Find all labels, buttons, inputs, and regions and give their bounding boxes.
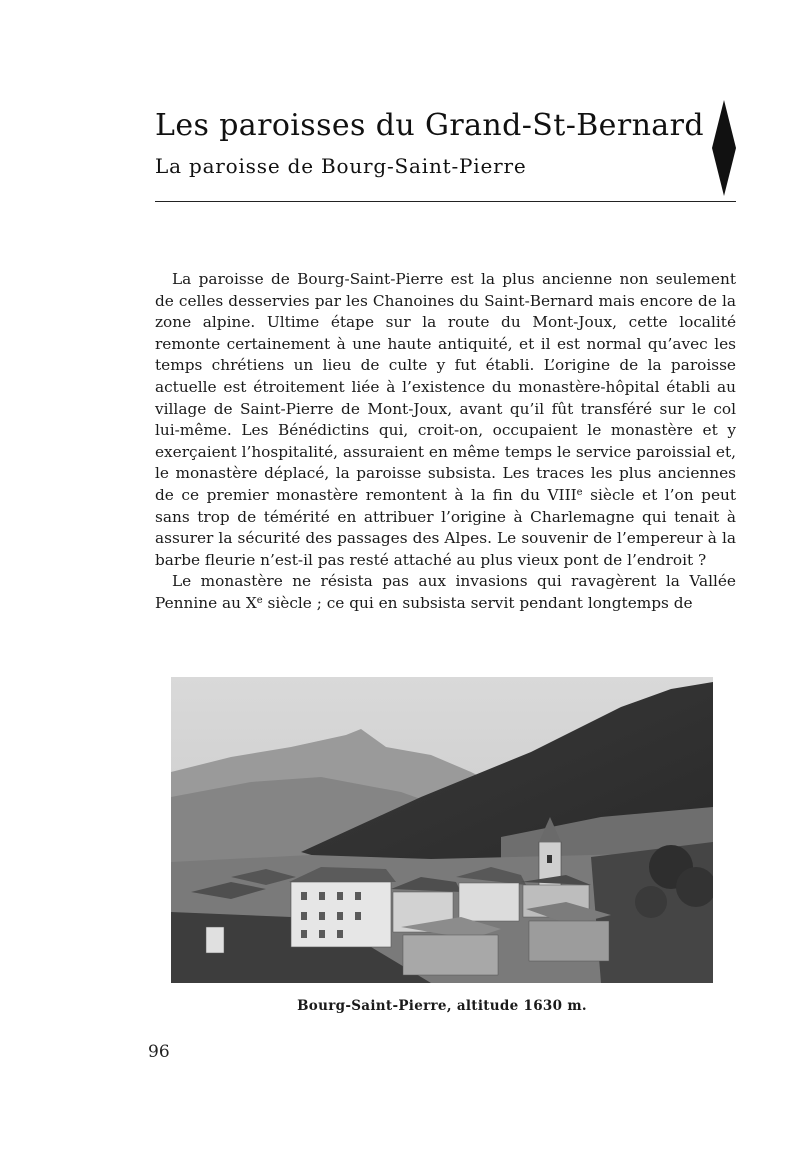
page-number: 96 <box>148 1042 170 1062</box>
diamond-ornament-icon <box>712 100 736 196</box>
page-subtitle: La paroisse de Bourg-Saint-Pierre <box>155 154 527 178</box>
page-title: Les paroisses du Grand-St-Bernard <box>155 108 704 143</box>
paragraph-2: Le monastère ne résista pas aux invasions qui ravagèrent la Vallée Pennine au Xe siècle ; ce qui en subsista servit pendant longtemps de <box>155 572 736 612</box>
header-divider <box>155 201 736 202</box>
paragraph-1: La paroisse de Bourg-Saint-Pierre est la plus ancienne non seulement de celles desservies par les Chanoines du Saint-Bernard mais encore de la zone alpine. Ultime étape sur la route du Mont-Joux, cette localité remonte certainement à une haute antiquité, et il est normal qu’avec les temps chrétiens un lieu de culte y fut établi. L’origine de la paroisse actuelle est étroitement liée à l’existence du monastère-hôpital établi au village de Saint-Pierre de Mont-Joux, avant qu’il fût transféré sur le col lui-même. Les Bénédictins qui, croit-on, occupaient le monastère et y exerçaient l’hospitalité, assuraient en même temps le service paroissial et, le monastère déplacé, la paroisse subsista. Les traces les plus anciennes de ce premier monastère remontent à la fin du VIIIe siècle et l’on peut sans trop de témérité en attribuer l’origine à Charlemagne qui tenait à assurer la sécurité des passages des Alpes. Le souvenir de l’empereur à la barbe fleurie n’est-il pas resté attaché au plus vieux pont de l’endroit ? <box>155 270 736 569</box>
article-body <box>155 269 736 615</box>
village-photo-illustration <box>171 677 713 983</box>
photo-caption: Bourg-Saint-Pierre, altitude 1630 m. <box>297 998 587 1014</box>
village-photo <box>171 677 713 983</box>
